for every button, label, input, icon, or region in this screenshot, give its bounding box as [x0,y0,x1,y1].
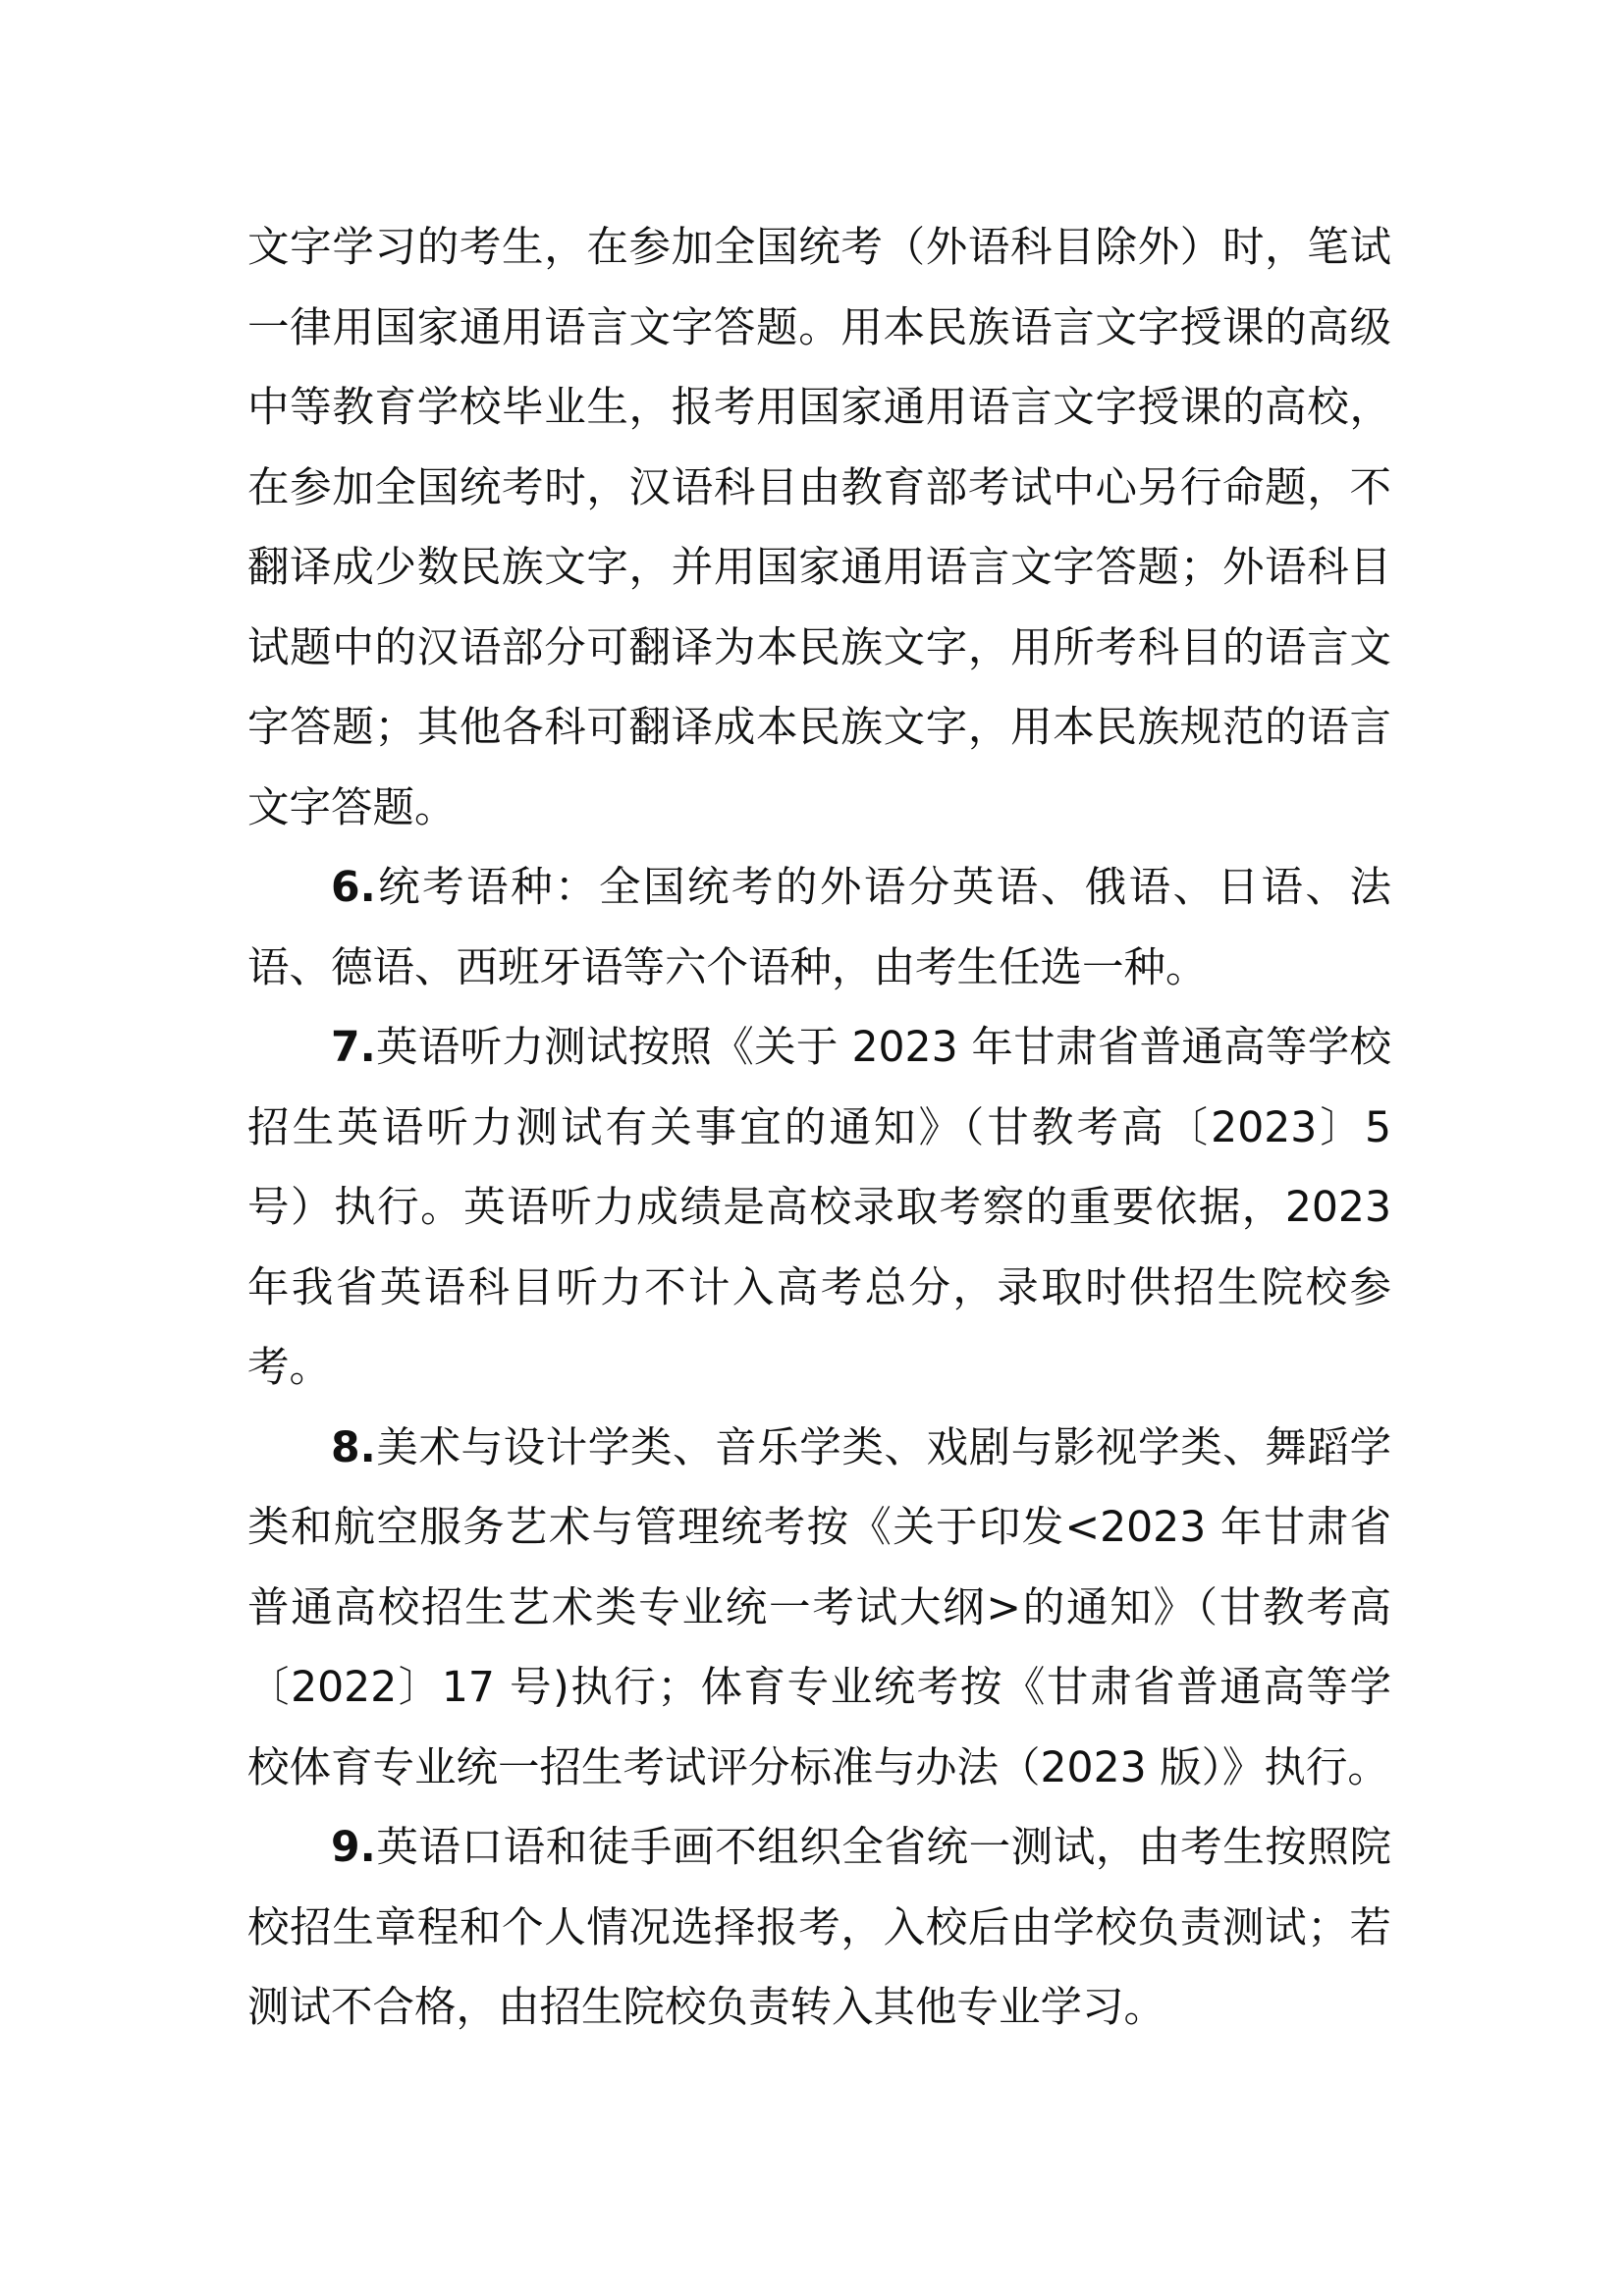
paragraph-continuation [247,208,1391,848]
paragraph-text: 美术与设计学类、音乐学类、戏剧与影视学类、舞蹈学类和航空服务艺术与管理统考按《关于印发<2023 年甘肃省普通高校招生艺术类专业统一考试大纲>的通知》（甘教考高〔2022〕17 号)执行；体育专业统考按《甘肃省普通高等学校体育专业统一招生考试评分标准与办法（2023 版）》执行。 [247,1423,1391,1792]
paragraph-item-7 [247,1008,1391,1409]
document-page [247,208,1391,2049]
paragraph-number: 6. [331,864,376,912]
paragraph-text: 文字学习的考生，在参加全国统考（外语科目除外）时，笔试一律用国家通用语言文字答题。用本民族语言文字授课的高级中等教育学校毕业生，报考用国家通用语言文字授课的高校，在参加全国统考时，汉语科目由教育部考试中心另行命题，不翻译成少数民族文字，并用国家通用语言文字答题；外语科目试题中的汉语部分可翻译为本民族文字，用所考科目的语言文字答题；其他各科可翻译成本民族文字，用本民族规范的语言文字答题。 [247,224,1391,832]
paragraph-item-8 [247,1409,1391,1809]
paragraph-text: 英语口语和徒手画不组织全省统一测试，由考生按照院校招生章程和个人情况选择报考，入校后由学校负责测试；若测试不合格，由招生院校负责转入其他专业学习。 [247,1824,1391,2032]
paragraph-item-9 [247,1808,1391,2049]
paragraph-number: 9. [331,1824,376,1872]
paragraph-number: 7. [331,1024,376,1072]
paragraph-number: 8. [331,1423,376,1472]
paragraph-item-6 [247,848,1391,1008]
paragraph-text: 英语听力测试按照《关于 2023 年甘肃省普通高等学校招生英语听力测试有关事宜的通知》（甘教考高〔2023〕5 号）执行。英语听力成绩是高校录取考察的重要依据，2023 年我省英语科目听力不计入高考总分，录取时供招生院校参考。 [247,1024,1391,1392]
paragraph-text: 统考语种：全国统考的外语分英语、俄语、日语、法语、德语、西班牙语等六个语种，由考生任选一种。 [247,864,1391,992]
